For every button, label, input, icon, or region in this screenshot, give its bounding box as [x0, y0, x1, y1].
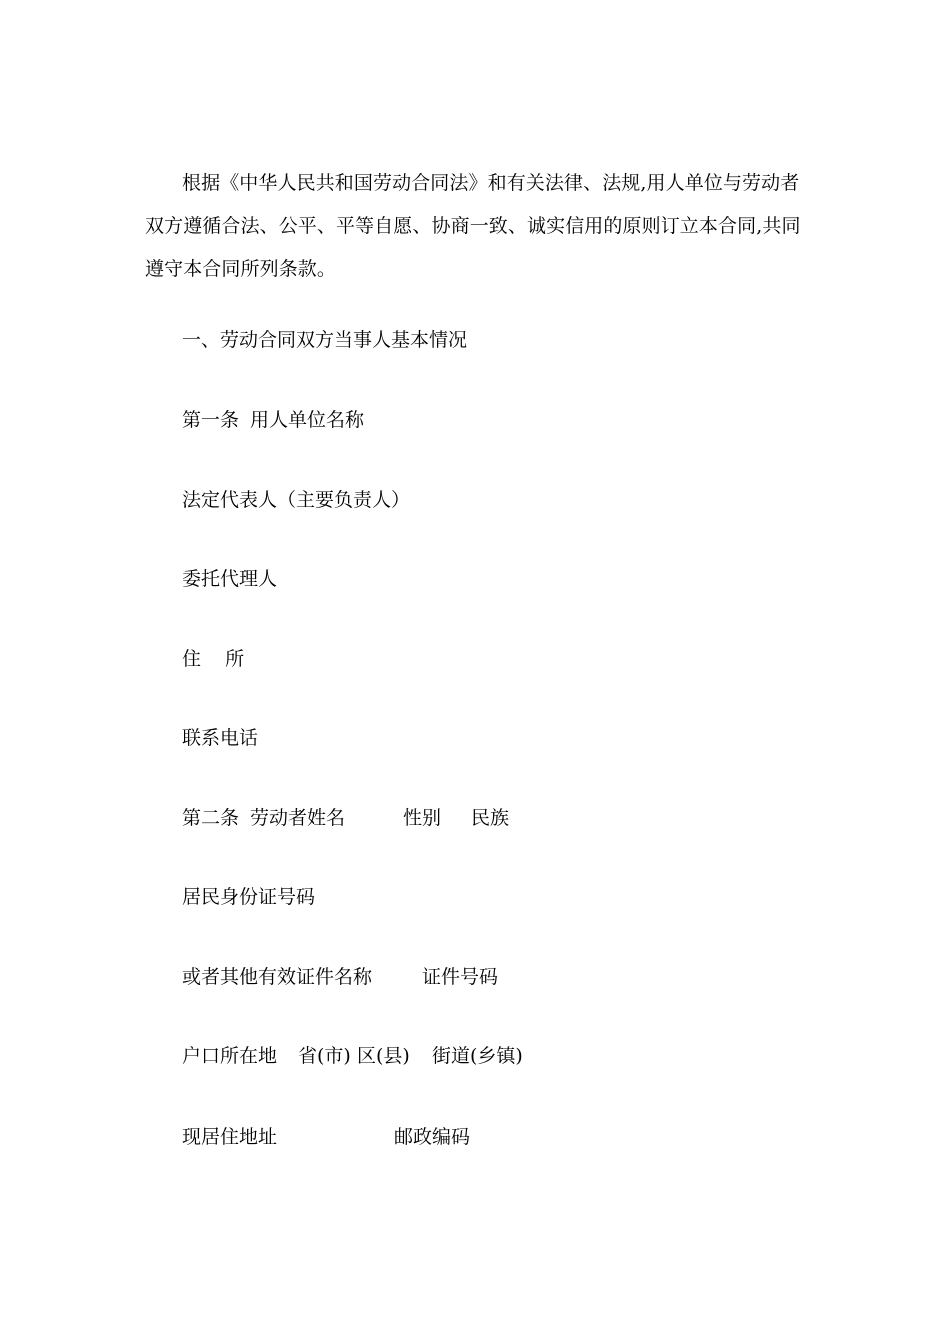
employer-name-label: 用人单位名称 — [250, 409, 365, 431]
other-id-name-label: 或者其他有效证件名称 — [182, 966, 373, 988]
id-number-label: 居民身份证号码 — [182, 886, 316, 908]
intro-paragraph: 根据《中华人民共和国劳动合同法》和有关法律、法规,用人单位与劳动者双方遵循合法、公平、平等自愿、协商一致、诚实信用的原则订立本合同,共同遵守本合同所列条款。 — [145, 172, 801, 280]
hukou-row — [182, 1042, 582, 1070]
section-heading: 一、劳动合同双方当事人基本情况 — [182, 329, 468, 351]
phone-label: 联系电话 — [182, 727, 259, 749]
legal-representative-label: 法定代表人（主要负责人） — [182, 489, 411, 511]
other-id-number-label: 证件号码 — [422, 966, 499, 988]
worker-name-label: 劳动者姓名 — [250, 807, 346, 829]
hukou-label: 户口所在地 — [182, 1045, 278, 1067]
article-1-label: 第一条 — [182, 409, 240, 431]
ethnicity-label: 民族 — [471, 807, 510, 829]
street-label: 街道(乡镇) — [432, 1045, 523, 1067]
current-address-label: 现居住地址 — [182, 1126, 278, 1148]
postal-code-label: 邮政编码 — [394, 1126, 471, 1148]
article-2-label: 第二条 — [182, 807, 240, 829]
district-label: 区(县) — [357, 1045, 410, 1067]
article-2-row — [182, 804, 582, 832]
address-label: 住 所 — [182, 648, 245, 670]
entrusted-agent-label: 委托代理人 — [182, 568, 278, 590]
province-label: 省(市) — [298, 1045, 351, 1067]
article-1-row — [182, 406, 582, 434]
gender-label: 性别 — [403, 807, 442, 829]
other-id-row — [182, 963, 582, 991]
current-address-row — [182, 1123, 582, 1151]
